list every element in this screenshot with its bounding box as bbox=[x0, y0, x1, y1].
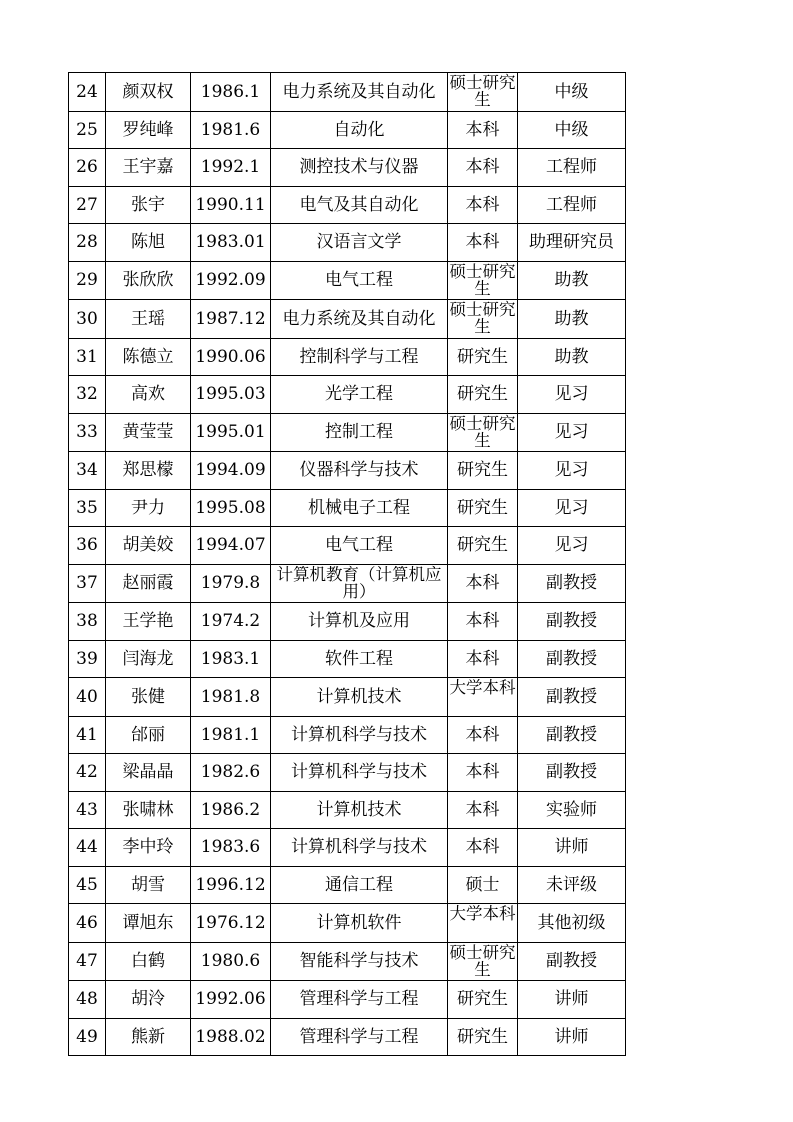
major-cell: 计算机教育（计算机应用） bbox=[271, 564, 448, 603]
row-number-cell: 45 bbox=[69, 866, 106, 904]
staff-name-cell: 白鹤 bbox=[106, 942, 191, 981]
table-row bbox=[69, 452, 626, 490]
major-cell: 计算机及应用 bbox=[271, 603, 448, 641]
birth-date-cell: 1976.12 bbox=[191, 904, 271, 943]
birth-date-cell: 1983.6 bbox=[191, 829, 271, 867]
staff-name-cell: 闫海龙 bbox=[106, 640, 191, 678]
row-number-cell: 36 bbox=[69, 527, 106, 565]
table-row bbox=[69, 1018, 626, 1056]
major-cell: 管理科学与工程 bbox=[271, 981, 448, 1019]
birth-date-cell: 1986.2 bbox=[191, 791, 271, 829]
professional-title-cell: 副教授 bbox=[518, 678, 626, 717]
professional-title-cell: 未评级 bbox=[518, 866, 626, 904]
birth-date-cell: 1994.07 bbox=[191, 527, 271, 565]
major-cell: 计算机科学与技术 bbox=[271, 716, 448, 754]
row-number-cell: 25 bbox=[69, 111, 106, 149]
table-row bbox=[69, 754, 626, 792]
major-cell: 控制科学与工程 bbox=[271, 338, 448, 376]
major-cell: 计算机技术 bbox=[271, 791, 448, 829]
table-row bbox=[69, 261, 626, 300]
row-number-cell: 40 bbox=[69, 678, 106, 717]
row-number-cell: 39 bbox=[69, 640, 106, 678]
birth-date-cell: 1996.12 bbox=[191, 866, 271, 904]
birth-date-cell: 1986.1 bbox=[191, 73, 271, 112]
birth-date-cell: 1995.01 bbox=[191, 413, 271, 452]
professional-title-cell: 工程师 bbox=[518, 186, 626, 224]
education-cell: 硕士研究生 bbox=[449, 300, 516, 336]
row-number-cell: 29 bbox=[69, 261, 106, 300]
education-cell: 研究生 bbox=[448, 981, 518, 1019]
birth-date-cell: 1981.1 bbox=[191, 716, 271, 754]
birth-date-cell: 1980.6 bbox=[191, 942, 271, 981]
education-cell: 本科 bbox=[448, 111, 518, 149]
professional-title-cell: 副教授 bbox=[518, 754, 626, 792]
staff-name-cell: 邰丽 bbox=[106, 716, 191, 754]
birth-date-cell: 1995.03 bbox=[191, 376, 271, 414]
row-number-cell: 38 bbox=[69, 603, 106, 641]
table-row bbox=[69, 527, 626, 565]
birth-date-cell: 1979.8 bbox=[191, 564, 271, 603]
education-cell: 硕士研究生 bbox=[449, 73, 516, 109]
birth-date-cell: 1990.11 bbox=[191, 186, 271, 224]
row-number-cell: 41 bbox=[69, 716, 106, 754]
education-cell: 研究生 bbox=[448, 376, 518, 414]
staff-name-cell: 王瑶 bbox=[106, 300, 191, 339]
staff-name-cell: 张健 bbox=[106, 678, 191, 717]
row-number-cell: 49 bbox=[69, 1018, 106, 1056]
education-cell: 硕士研究生 bbox=[449, 413, 516, 450]
staff-name-cell: 张欣欣 bbox=[106, 261, 191, 300]
major-cell: 自动化 bbox=[271, 111, 448, 149]
major-cell: 电气工程 bbox=[271, 261, 448, 300]
birth-date-cell: 1974.2 bbox=[191, 603, 271, 641]
professional-title-cell: 其他初级 bbox=[518, 904, 626, 943]
row-number-cell: 33 bbox=[69, 413, 106, 452]
professional-title-cell: 工程师 bbox=[518, 149, 626, 187]
table-row bbox=[69, 111, 626, 149]
row-number-cell: 44 bbox=[69, 829, 106, 867]
professional-title-cell: 中级 bbox=[518, 111, 626, 149]
table-row bbox=[69, 564, 626, 603]
table-row bbox=[69, 413, 626, 452]
education-cell: 研究生 bbox=[448, 338, 518, 376]
education-cell: 硕士研究生 bbox=[449, 261, 516, 298]
education-cell: 本科 bbox=[448, 754, 518, 792]
professional-title-cell: 助教 bbox=[518, 300, 626, 339]
professional-title-cell: 助教 bbox=[518, 338, 626, 376]
row-number-cell: 47 bbox=[69, 942, 106, 981]
table-row bbox=[69, 640, 626, 678]
staff-table bbox=[68, 72, 626, 1056]
education-cell: 大学本科 bbox=[448, 678, 518, 717]
table-row bbox=[69, 866, 626, 904]
staff-name-cell: 尹力 bbox=[106, 489, 191, 527]
professional-title-cell: 见习 bbox=[518, 489, 626, 527]
table-row bbox=[69, 678, 626, 717]
row-number-cell: 34 bbox=[69, 452, 106, 490]
professional-title-cell: 助教 bbox=[518, 261, 626, 300]
major-cell: 管理科学与工程 bbox=[271, 1018, 448, 1056]
birth-date-cell: 1992.1 bbox=[191, 149, 271, 187]
major-cell: 测控技术与仪器 bbox=[271, 149, 448, 187]
row-number-cell: 32 bbox=[69, 376, 106, 414]
staff-table-body bbox=[69, 73, 626, 1056]
education-cell: 研究生 bbox=[448, 452, 518, 490]
professional-title-cell: 见习 bbox=[518, 452, 626, 490]
major-cell: 计算机科学与技术 bbox=[271, 829, 448, 867]
education-cell: 本科 bbox=[448, 186, 518, 224]
row-number-cell: 48 bbox=[69, 981, 106, 1019]
table-row bbox=[69, 981, 626, 1019]
table-row bbox=[69, 829, 626, 867]
major-cell: 汉语言文学 bbox=[271, 224, 448, 262]
staff-name-cell: 陈旭 bbox=[106, 224, 191, 262]
staff-name-cell: 熊新 bbox=[106, 1018, 191, 1056]
staff-name-cell: 郑思檬 bbox=[106, 452, 191, 490]
staff-name-cell: 谭旭东 bbox=[106, 904, 191, 943]
professional-title-cell: 助理研究员 bbox=[518, 224, 626, 262]
professional-title-cell: 中级 bbox=[518, 73, 626, 112]
education-cell: 本科 bbox=[448, 149, 518, 187]
education-cell: 大学本科 bbox=[448, 904, 518, 943]
major-cell: 计算机技术 bbox=[271, 678, 448, 717]
table-row bbox=[69, 149, 626, 187]
birth-date-cell: 1988.02 bbox=[191, 1018, 271, 1056]
row-number-cell: 35 bbox=[69, 489, 106, 527]
professional-title-cell: 讲师 bbox=[518, 1018, 626, 1056]
table-row bbox=[69, 376, 626, 414]
birth-date-cell: 1981.6 bbox=[191, 111, 271, 149]
professional-title-cell: 副教授 bbox=[518, 716, 626, 754]
row-number-cell: 28 bbox=[69, 224, 106, 262]
major-cell: 机械电子工程 bbox=[271, 489, 448, 527]
education-cell: 硕士 bbox=[448, 866, 518, 904]
professional-title-cell: 见习 bbox=[518, 376, 626, 414]
staff-name-cell: 李中玲 bbox=[106, 829, 191, 867]
table-row bbox=[69, 300, 626, 339]
major-cell: 电力系统及其自动化 bbox=[271, 73, 448, 112]
major-cell: 计算机软件 bbox=[271, 904, 448, 943]
table-row bbox=[69, 489, 626, 527]
education-cell: 研究生 bbox=[448, 489, 518, 527]
birth-date-cell: 1987.12 bbox=[191, 300, 271, 339]
row-number-cell: 43 bbox=[69, 791, 106, 829]
row-number-cell: 37 bbox=[69, 564, 106, 603]
row-number-cell: 42 bbox=[69, 754, 106, 792]
birth-date-cell: 1983.1 bbox=[191, 640, 271, 678]
major-cell: 电力系统及其自动化 bbox=[271, 300, 448, 339]
table-row bbox=[69, 791, 626, 829]
birth-date-cell: 1992.09 bbox=[191, 261, 271, 300]
table-row bbox=[69, 73, 626, 112]
staff-name-cell: 王宇嘉 bbox=[106, 149, 191, 187]
table-row bbox=[69, 186, 626, 224]
professional-title-cell: 见习 bbox=[518, 527, 626, 565]
staff-name-cell: 胡美姣 bbox=[106, 527, 191, 565]
staff-name-cell: 高欢 bbox=[106, 376, 191, 414]
row-number-cell: 26 bbox=[69, 149, 106, 187]
row-number-cell: 30 bbox=[69, 300, 106, 339]
staff-name-cell: 胡泠 bbox=[106, 981, 191, 1019]
education-cell: 本科 bbox=[448, 603, 518, 641]
education-cell: 研究生 bbox=[448, 1018, 518, 1056]
table-row bbox=[69, 716, 626, 754]
staff-name-cell: 颜双权 bbox=[106, 73, 191, 112]
table-row bbox=[69, 338, 626, 376]
professional-title-cell: 见习 bbox=[518, 413, 626, 452]
row-number-cell: 24 bbox=[69, 73, 106, 112]
row-number-cell: 27 bbox=[69, 186, 106, 224]
education-cell: 本科 bbox=[448, 224, 518, 262]
row-number-cell: 46 bbox=[69, 904, 106, 943]
birth-date-cell: 1983.01 bbox=[191, 224, 271, 262]
professional-title-cell: 副教授 bbox=[518, 640, 626, 678]
professional-title-cell: 讲师 bbox=[518, 829, 626, 867]
birth-date-cell: 1994.09 bbox=[191, 452, 271, 490]
education-cell: 研究生 bbox=[448, 527, 518, 565]
staff-name-cell: 黄莹莹 bbox=[106, 413, 191, 452]
education-cell: 本科 bbox=[448, 829, 518, 867]
major-cell: 计算机科学与技术 bbox=[271, 754, 448, 792]
major-cell: 电气工程 bbox=[271, 527, 448, 565]
table-row bbox=[69, 603, 626, 641]
major-cell: 通信工程 bbox=[271, 866, 448, 904]
staff-name-cell: 张宇 bbox=[106, 186, 191, 224]
birth-date-cell: 1995.08 bbox=[191, 489, 271, 527]
major-cell: 软件工程 bbox=[271, 640, 448, 678]
professional-title-cell: 副教授 bbox=[518, 603, 626, 641]
table-row bbox=[69, 942, 626, 981]
education-cell: 本科 bbox=[448, 564, 518, 603]
staff-name-cell: 罗纯峰 bbox=[106, 111, 191, 149]
staff-name-cell: 张啸林 bbox=[106, 791, 191, 829]
row-number-cell: 31 bbox=[69, 338, 106, 376]
major-cell: 智能科学与技术 bbox=[271, 942, 448, 981]
major-cell: 仪器科学与技术 bbox=[271, 452, 448, 490]
professional-title-cell: 副教授 bbox=[518, 942, 626, 981]
professional-title-cell: 副教授 bbox=[518, 564, 626, 603]
birth-date-cell: 1992.06 bbox=[191, 981, 271, 1019]
professional-title-cell: 讲师 bbox=[518, 981, 626, 1019]
major-cell: 控制工程 bbox=[271, 413, 448, 452]
major-cell: 电气及其自动化 bbox=[271, 186, 448, 224]
birth-date-cell: 1982.6 bbox=[191, 754, 271, 792]
professional-title-cell: 实验师 bbox=[518, 791, 626, 829]
staff-name-cell: 赵丽霞 bbox=[106, 564, 191, 603]
education-cell: 本科 bbox=[448, 716, 518, 754]
education-cell: 本科 bbox=[448, 791, 518, 829]
staff-name-cell: 陈德立 bbox=[106, 338, 191, 376]
education-cell: 本科 bbox=[448, 640, 518, 678]
staff-name-cell: 梁晶晶 bbox=[106, 754, 191, 792]
staff-name-cell: 王学艳 bbox=[106, 603, 191, 641]
table-row bbox=[69, 904, 626, 943]
staff-name-cell: 胡雪 bbox=[106, 866, 191, 904]
education-cell: 硕士研究生 bbox=[449, 942, 516, 979]
table-row bbox=[69, 224, 626, 262]
birth-date-cell: 1981.8 bbox=[191, 678, 271, 717]
major-cell: 光学工程 bbox=[271, 376, 448, 414]
birth-date-cell: 1990.06 bbox=[191, 338, 271, 376]
